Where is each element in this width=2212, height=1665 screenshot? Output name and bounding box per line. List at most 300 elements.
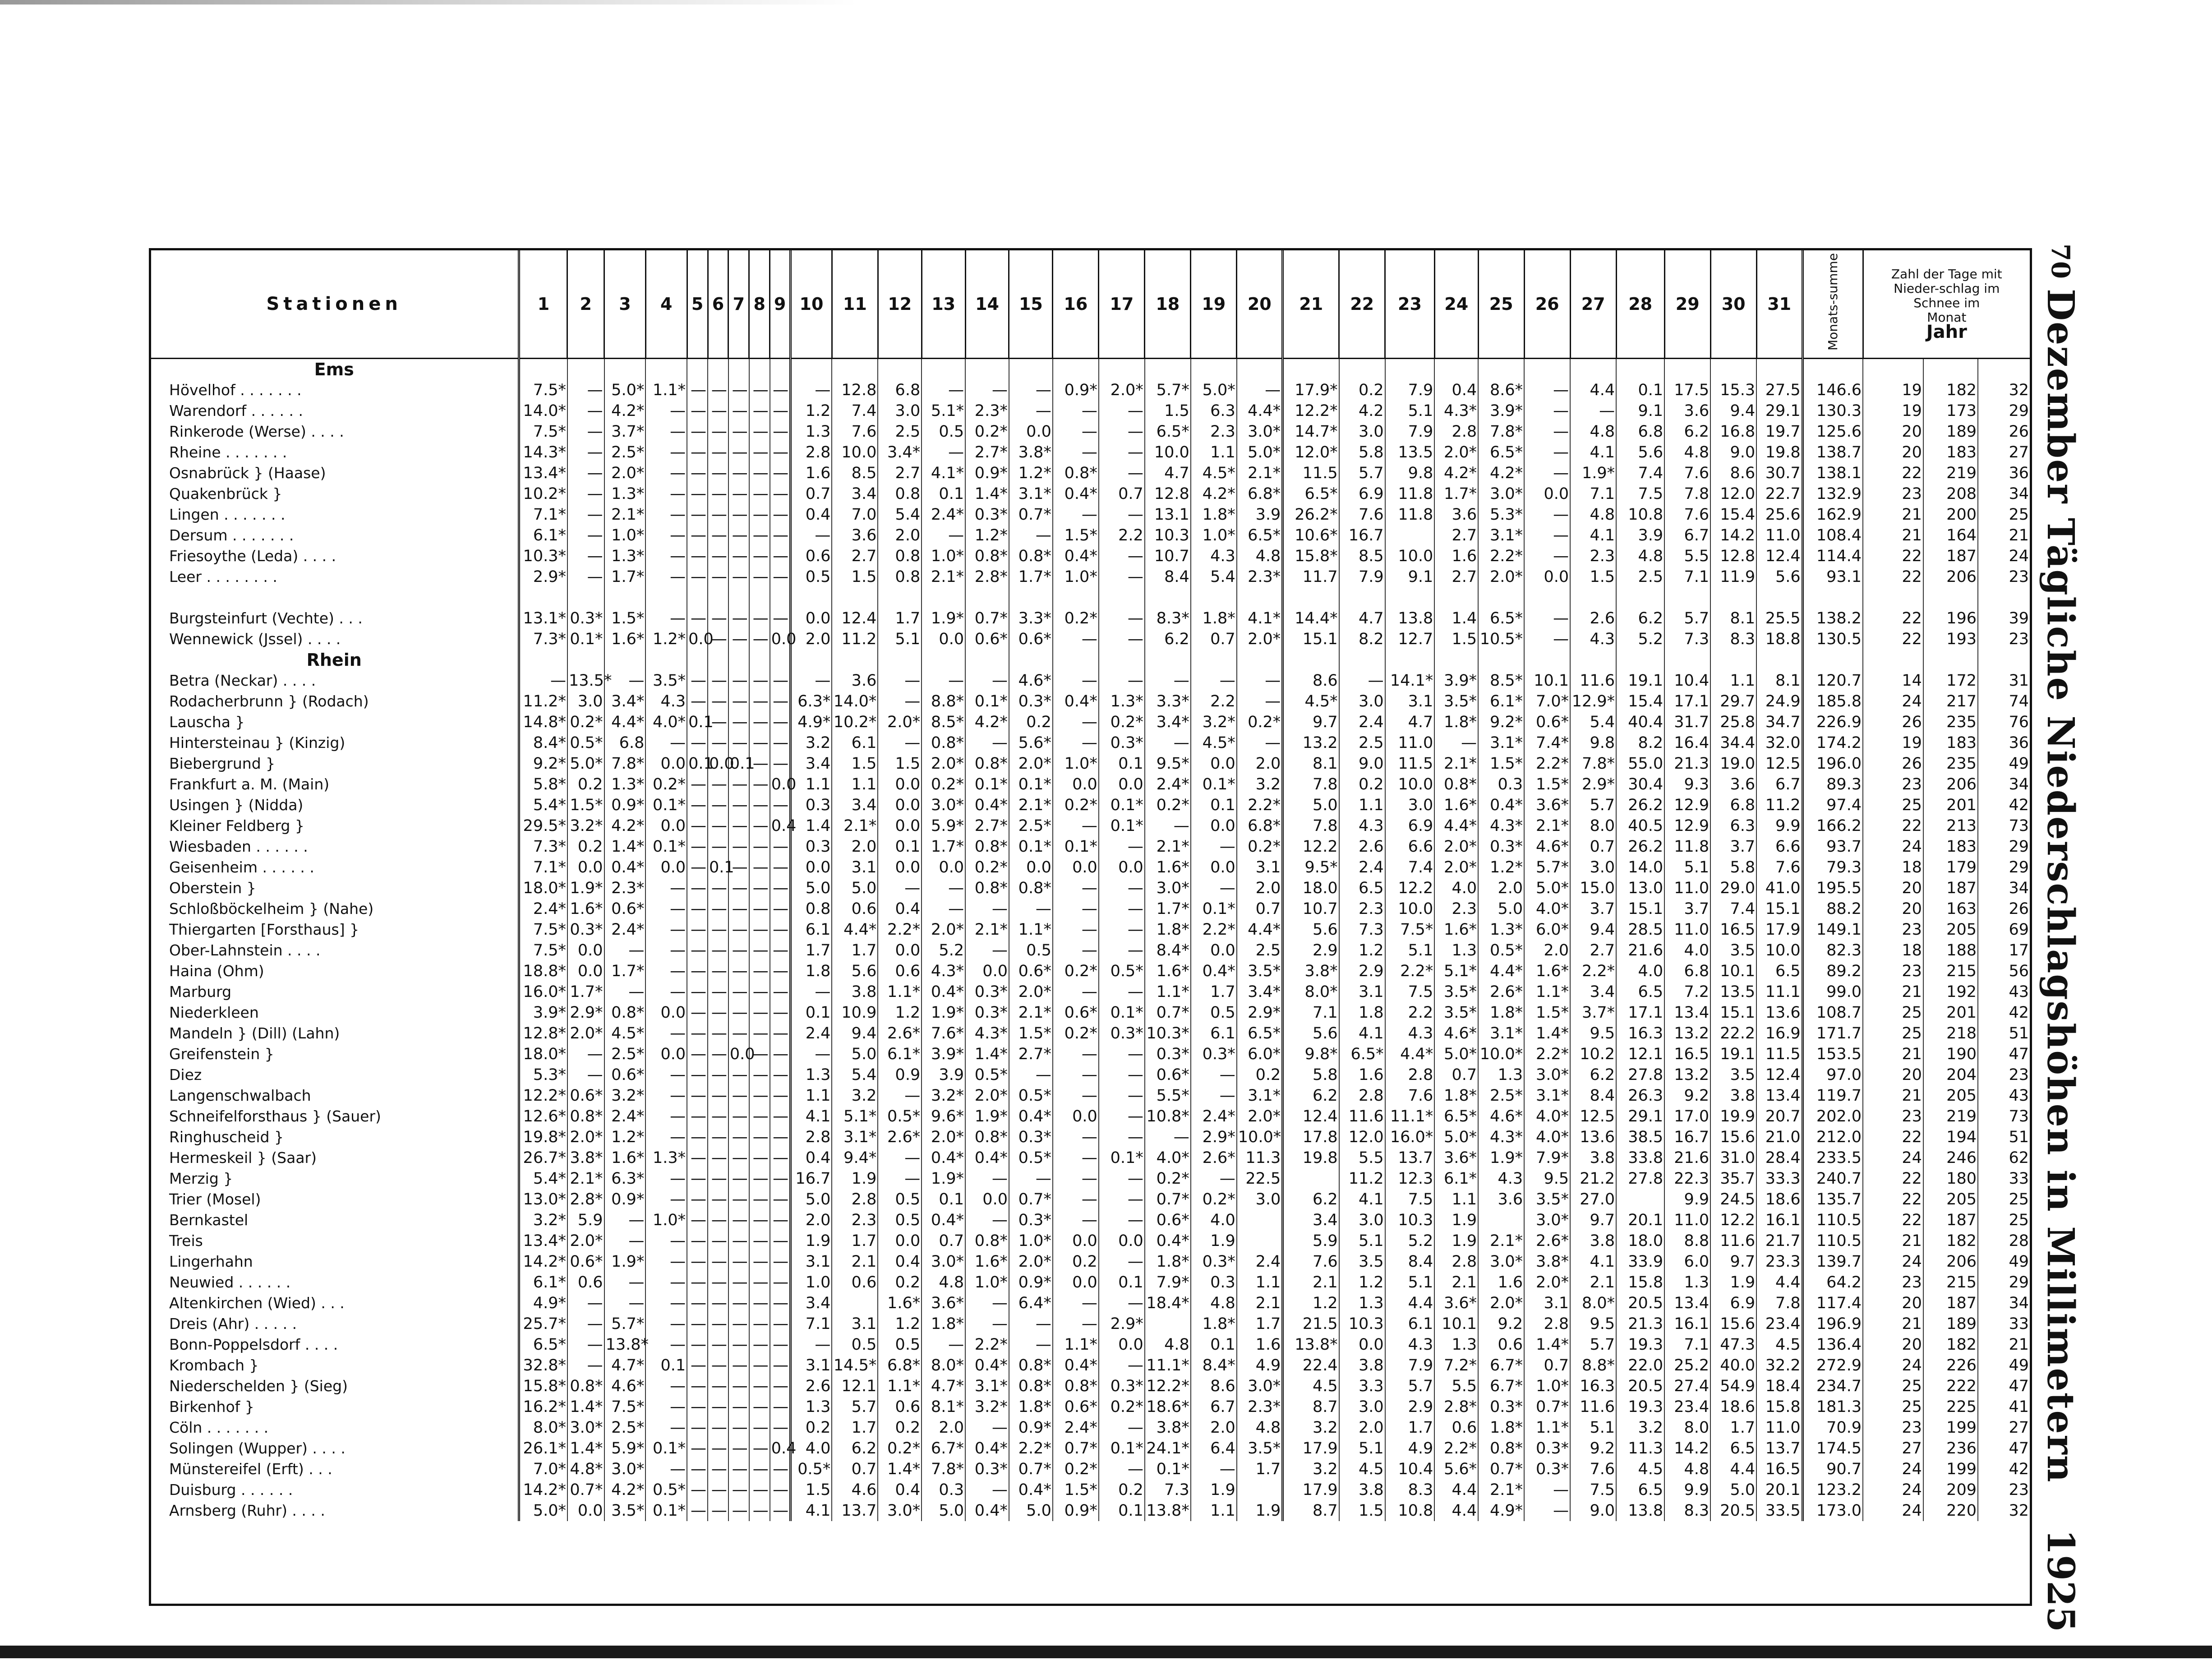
day-value: 0.0	[1053, 1106, 1099, 1127]
day-value: 0.2*	[1099, 712, 1145, 733]
day-value: 5.4	[1191, 567, 1237, 587]
day-value: 29.7	[1710, 691, 1756, 712]
day-value: 10.3	[1339, 1314, 1385, 1334]
row-sum: 212.0	[1802, 1127, 1863, 1148]
day-value: 5.5	[1434, 1376, 1478, 1397]
day-value: 15.8*	[1283, 546, 1339, 567]
header-day-9: 9	[770, 250, 791, 359]
day-value: —	[728, 1023, 749, 1044]
day-value: —	[687, 857, 708, 878]
day-value: 2.1*	[1009, 1002, 1053, 1023]
day-value: —	[770, 1417, 791, 1438]
day-value: 14.2*	[519, 1251, 567, 1272]
page-number: 70	[2046, 244, 2075, 279]
row-days: 22	[1863, 1189, 1923, 1210]
day-value: 3.6	[832, 670, 878, 691]
day-value: —	[567, 504, 604, 525]
day-value: —	[1009, 525, 1053, 546]
day-value: 2.9*	[1237, 1002, 1283, 1023]
day-value: 0.2*	[965, 857, 1009, 878]
day-value: 15.1	[1283, 629, 1339, 650]
row-days: 21	[1863, 525, 1923, 546]
day-value: 2.0	[791, 629, 832, 650]
day-value: —	[770, 1002, 791, 1023]
day-value: 4.3	[1385, 1023, 1435, 1044]
day-value: 0.4	[770, 816, 791, 836]
day-value: 1.6*	[878, 1293, 922, 1314]
day-value: 8.7	[1283, 1397, 1339, 1417]
day-value: —	[770, 1355, 791, 1376]
day-value: 1.7*	[922, 836, 965, 857]
day-value: 1.1*	[1145, 982, 1191, 1002]
day-value: 2.1*	[832, 816, 878, 836]
table-row	[151, 1127, 2030, 1148]
day-value: 12.2	[1385, 878, 1435, 899]
day-value: 0.1*	[1099, 816, 1145, 836]
day-value: 12.4	[1756, 546, 1802, 567]
day-value: 0.3*	[1099, 733, 1145, 753]
day-value: 6.2	[1283, 1189, 1339, 1210]
row-year: 215	[1923, 961, 1978, 982]
day-value: 1.1*	[1009, 919, 1053, 940]
day-value: 4.5	[1616, 1459, 1664, 1480]
table-row	[151, 546, 2030, 567]
day-value: 6.1*	[1434, 1168, 1478, 1189]
day-value: 2.2*	[1524, 753, 1570, 774]
day-value: —	[1145, 1127, 1191, 1148]
day-value: 5.6*	[1009, 733, 1053, 753]
day-value: 26.2	[1616, 836, 1664, 857]
day-value: 2.0	[922, 1417, 965, 1438]
day-value: 4.8	[1616, 546, 1664, 567]
day-value: 3.4	[832, 484, 878, 504]
day-value: 19.7	[1756, 421, 1802, 442]
group-heading-row	[151, 359, 2030, 380]
day-value: 5.3*	[1478, 504, 1524, 525]
table-row	[151, 982, 2030, 1002]
day-value: 0.0	[1191, 753, 1237, 774]
day-value: 3.8*	[1009, 442, 1053, 463]
day-value: —	[749, 401, 770, 421]
day-value: 29.1	[1756, 401, 1802, 421]
row-snow: 47	[1978, 1438, 2030, 1459]
day-value: 7.6	[1756, 857, 1802, 878]
day-value: 21.6	[1616, 940, 1664, 961]
day-value: —	[728, 774, 749, 795]
day-value: 27.8	[1616, 1065, 1664, 1085]
day-value: 5.7	[1664, 608, 1710, 629]
day-value: 0.0	[1099, 1334, 1145, 1355]
row-sum: 202.0	[1802, 1106, 1863, 1127]
day-value: 4.5	[1339, 1459, 1385, 1480]
day-value: —	[728, 1065, 749, 1085]
spacer-cell	[1570, 650, 1616, 670]
day-value: 11.8	[1664, 836, 1710, 857]
day-value: 9.3	[1664, 774, 1710, 795]
day-value: 2.1	[1570, 1272, 1616, 1293]
row-snow: 29	[1978, 836, 2030, 857]
day-value: 27.8	[1616, 1168, 1664, 1189]
day-value: —	[770, 546, 791, 567]
row-snow: 49	[1978, 1355, 2030, 1376]
row-year: 226	[1923, 1355, 1978, 1376]
day-value: 25.2	[1664, 1355, 1710, 1376]
day-value: 4.4	[1756, 1272, 1802, 1293]
day-value: 3.8	[832, 982, 878, 1002]
day-value: 2.0	[1237, 753, 1283, 774]
day-value: —	[770, 899, 791, 919]
day-value: 17.0	[1664, 1106, 1710, 1127]
day-value: 16.0*	[1385, 1127, 1435, 1148]
station-name: Hermeskeil } (Saar)	[169, 1149, 317, 1167]
day-value: 2.3	[1339, 899, 1385, 919]
day-value: —	[770, 1085, 791, 1106]
day-value: —	[708, 899, 728, 919]
day-value: —	[749, 546, 770, 567]
row-days: 24	[1863, 1500, 1923, 1521]
day-value: —	[708, 1314, 728, 1334]
day-value: —	[770, 919, 791, 940]
row-days: 20	[1863, 899, 1923, 919]
day-value: 1.0*	[1191, 525, 1237, 546]
day-value: —	[708, 1272, 728, 1293]
day-value: 3.8	[1339, 1480, 1385, 1500]
day-value: 3.1	[791, 1355, 832, 1376]
station-name: Usingen } (Nidda)	[169, 796, 304, 814]
day-value: 3.3*	[1145, 691, 1191, 712]
header-day-21: 21	[1283, 250, 1339, 359]
day-value: 7.0*	[519, 1459, 567, 1480]
day-value: 8.0*	[1283, 982, 1339, 1002]
day-value: 0.3*	[1009, 1210, 1053, 1231]
day-value: —	[708, 525, 728, 546]
day-value: —	[728, 1334, 749, 1355]
day-value: 9.4	[832, 1023, 878, 1044]
day-value: —	[1099, 608, 1145, 629]
day-value: —	[922, 442, 965, 463]
day-value: 8.6	[1710, 463, 1756, 484]
day-value: 23.4	[1664, 1397, 1710, 1417]
day-value: 3.1	[1524, 1293, 1570, 1314]
day-value: 5.2	[1385, 1231, 1435, 1251]
day-value: 14.5*	[832, 1355, 878, 1376]
day-value: —	[770, 463, 791, 484]
day-value: 5.0	[1478, 899, 1524, 919]
day-value: 1.5	[791, 1480, 832, 1500]
day-value: 35.7	[1710, 1168, 1756, 1189]
day-value: 4.8	[1237, 1417, 1283, 1438]
day-value: —	[687, 1085, 708, 1106]
table-row	[151, 899, 2030, 919]
day-value: —	[728, 940, 749, 961]
spacer-cell	[708, 650, 728, 670]
row-snow: 23	[1978, 567, 2030, 587]
row-snow: 23	[1978, 1480, 2030, 1500]
day-value: 11.8	[1385, 484, 1435, 504]
day-value: 1.9	[832, 1168, 878, 1189]
day-value: 25.7*	[519, 1314, 567, 1334]
day-value: 4.4*	[604, 712, 646, 733]
day-value: 9.8*	[1283, 1044, 1339, 1065]
day-value: 13.0*	[519, 1189, 567, 1210]
row-year: 193	[1923, 629, 1978, 650]
day-value: 3.2*	[965, 1397, 1009, 1417]
day-value: —	[728, 795, 749, 816]
table-row	[151, 1044, 2030, 1065]
spacer-cell	[1756, 650, 1802, 670]
day-value: 5.2	[922, 940, 965, 961]
station-name: Niederschelden } (Sieg)	[169, 1377, 348, 1395]
row-sum: 125.6	[1802, 421, 1863, 442]
spacer-cell	[567, 587, 604, 608]
day-value: 4.5	[1283, 1376, 1339, 1397]
day-value: 2.5*	[604, 1417, 646, 1438]
day-value: —	[749, 1334, 770, 1355]
spacer-cell	[749, 359, 770, 380]
day-value: 0.7	[791, 484, 832, 504]
day-value: 10.8	[1385, 1500, 1435, 1521]
day-value: 8.4*	[519, 733, 567, 753]
row-sum: 196.0	[1802, 753, 1863, 774]
row-days: 22	[1863, 546, 1923, 567]
day-value: —	[965, 380, 1009, 401]
day-value: 1.0*	[1053, 567, 1099, 587]
day-value: —	[728, 525, 749, 546]
day-value: 4.0*	[1145, 1148, 1191, 1168]
row-sum: 88.2	[1802, 899, 1863, 919]
day-value: 6.5	[1339, 878, 1385, 899]
day-value: 3.0	[1385, 795, 1435, 816]
group-heading: Ems	[314, 360, 354, 379]
day-value: 0.2*	[1053, 1459, 1099, 1480]
spacer-cell	[1923, 650, 1978, 670]
day-value: —	[728, 691, 749, 712]
day-value: —	[1524, 504, 1570, 525]
day-value: —	[687, 463, 708, 484]
day-value: —	[567, 1334, 604, 1355]
day-value	[1283, 1168, 1339, 1189]
day-value: 5.1	[1385, 940, 1435, 961]
row-days: 26	[1863, 712, 1923, 733]
day-value: —	[1053, 1189, 1099, 1210]
day-value: —	[708, 504, 728, 525]
day-value: 2.7*	[1009, 1044, 1053, 1065]
day-value: 6.2	[1145, 629, 1191, 650]
day-value: 2.9*	[567, 1002, 604, 1023]
day-value: 3.2	[1616, 1417, 1664, 1438]
day-value: 0.1*	[1053, 836, 1099, 857]
day-value: 5.6	[832, 961, 878, 982]
day-value: 33.8	[1616, 1148, 1664, 1168]
day-value: 11.2	[832, 629, 878, 650]
day-value: 0.8*	[1009, 1355, 1053, 1376]
day-value: 0.6*	[965, 629, 1009, 650]
day-value: 1.5	[1570, 567, 1616, 587]
day-value: 4.5*	[1191, 733, 1237, 753]
day-value: 4.9*	[1478, 1500, 1524, 1521]
day-value: 13.5	[1385, 442, 1435, 463]
day-value: 9.4	[1710, 401, 1756, 421]
row-days: 24	[1863, 1355, 1923, 1376]
day-value: —	[567, 463, 604, 484]
day-value: 0.2	[878, 1272, 922, 1293]
day-value: 12.8	[1145, 484, 1191, 504]
day-value: 0.6*	[1145, 1210, 1191, 1231]
day-value: 16.3	[1616, 1023, 1664, 1044]
day-value: 3.3	[1339, 1376, 1385, 1397]
day-value: 0.0	[567, 1500, 604, 1521]
day-value: 15.4	[1616, 691, 1664, 712]
day-value: 8.4*	[1145, 940, 1191, 961]
day-value: 41.0	[1756, 878, 1802, 899]
day-value: —	[965, 899, 1009, 919]
day-value: —	[770, 982, 791, 1002]
day-value: 4.7	[1339, 608, 1385, 629]
day-value: —	[708, 816, 728, 836]
day-value: 7.0*	[1524, 691, 1570, 712]
day-value: —	[770, 1500, 791, 1521]
day-value: 0.9*	[604, 1189, 646, 1210]
row-snow: 27	[1978, 1417, 2030, 1438]
day-value: —	[749, 629, 770, 650]
spacer-cell	[1616, 359, 1664, 380]
station-name: Wennewick (Jssel) . . . .	[169, 630, 341, 648]
day-value: 6.8*	[1237, 484, 1283, 504]
day-value: 7.8	[1283, 774, 1339, 795]
day-value: 9.5	[1570, 1023, 1616, 1044]
day-value: —	[1009, 1334, 1053, 1355]
day-value: 1.6*	[1145, 961, 1191, 982]
day-value: 0.4*	[1009, 1106, 1053, 1127]
day-value: 5.0	[1009, 1500, 1053, 1521]
day-value: 4.9*	[519, 1293, 567, 1314]
day-value: —	[749, 1376, 770, 1397]
day-value: 2.2*	[1385, 961, 1435, 982]
day-value: 3.9*	[922, 1044, 965, 1065]
station-name: Lauscha }	[169, 713, 245, 731]
day-value: —	[728, 919, 749, 940]
day-value: 3.5*	[1434, 691, 1478, 712]
day-value: 2.8	[1339, 1085, 1385, 1106]
day-value: 1.8*	[1478, 1002, 1524, 1023]
day-value: 14.7*	[1283, 421, 1339, 442]
day-value: 2.1*	[1478, 1231, 1524, 1251]
day-value: 4.2*	[604, 1480, 646, 1500]
day-value: 0.1	[1616, 380, 1664, 401]
station-name: Krombach }	[169, 1356, 259, 1374]
spacer-cell	[604, 587, 646, 608]
spacer-cell	[770, 359, 791, 380]
data-table	[151, 250, 2030, 1521]
row-days: 24	[1863, 1148, 1923, 1168]
day-value: —	[1053, 816, 1099, 836]
group-heading: Rhein	[306, 650, 362, 670]
station-name: Duisburg . . . . . .	[169, 1481, 293, 1499]
row-days: 24	[1863, 1251, 1923, 1272]
day-value: 3.4*	[604, 691, 646, 712]
day-value: —	[1053, 1168, 1099, 1189]
day-value: 1.1	[791, 774, 832, 795]
day-value: —	[1237, 670, 1283, 691]
day-value: 0.9*	[1053, 1500, 1099, 1521]
day-value: 0.3*	[965, 1002, 1009, 1023]
day-value: 3.1*	[1009, 484, 1053, 504]
day-value: 0.7	[1237, 899, 1283, 919]
spacer-cell	[1191, 587, 1237, 608]
day-value: 4.0	[1616, 961, 1664, 982]
row-year: 163	[1923, 899, 1978, 919]
day-value: 14.2	[1664, 1438, 1710, 1459]
day-value: 1.8*	[1191, 504, 1237, 525]
day-value: 2.7	[878, 463, 922, 484]
day-value: —	[687, 1272, 708, 1293]
spacer-cell	[832, 587, 878, 608]
day-value: —	[1524, 421, 1570, 442]
day-value: 0.0	[770, 629, 791, 650]
day-value: —	[749, 961, 770, 982]
day-value: —	[708, 442, 728, 463]
day-value: 2.2*	[1237, 795, 1283, 816]
day-value: 0.0	[645, 1002, 687, 1023]
day-value: —	[708, 1480, 728, 1500]
day-value: 30.7	[1756, 463, 1802, 484]
day-value: 0.5	[922, 421, 965, 442]
station-name: Leer . . . . . . . .	[169, 568, 277, 586]
day-value: 7.6	[1283, 1251, 1339, 1272]
day-value: 1.1*	[878, 982, 922, 1002]
day-value: 1.1*	[878, 1376, 922, 1397]
day-value	[1145, 1314, 1191, 1334]
day-value: 7.6	[1570, 1459, 1616, 1480]
header-day-3: 3	[604, 250, 646, 359]
day-value: 0.3*	[1099, 1023, 1145, 1044]
day-value: 13.8*	[1145, 1500, 1191, 1521]
day-value: 19.8	[1283, 1148, 1339, 1168]
day-value: 2.9	[1283, 940, 1339, 961]
row-sum: 89.2	[1802, 961, 1863, 982]
row-year: 205	[1923, 1085, 1978, 1106]
table-row	[151, 670, 2030, 691]
day-value: 0.4*	[965, 1148, 1009, 1168]
day-value: —	[1099, 919, 1145, 940]
day-value: 6.2	[1616, 608, 1664, 629]
day-value: —	[645, 504, 687, 525]
day-value: 6.1*	[519, 1272, 567, 1293]
day-value: 0.4*	[922, 1210, 965, 1231]
day-value: 3.8*	[1524, 1251, 1570, 1272]
day-value: —	[749, 899, 770, 919]
day-value: —	[687, 733, 708, 753]
day-value: —	[645, 919, 687, 940]
day-value: 0.1*	[1099, 795, 1145, 816]
day-value: —	[770, 795, 791, 816]
day-value: 16.1	[1756, 1210, 1802, 1231]
day-value: 1.4*	[567, 1438, 604, 1459]
day-value: 4.5	[1756, 1334, 1802, 1355]
day-value: 1.1	[1237, 1272, 1283, 1293]
row-days: 21	[1863, 1085, 1923, 1106]
day-value: 1.6	[1478, 1272, 1524, 1293]
day-value: 0.2*	[1145, 795, 1191, 816]
snow-label: Schnee im	[1913, 295, 1980, 310]
spacer-cell	[1191, 359, 1237, 380]
day-value: 9.9	[1664, 1480, 1710, 1500]
day-value: —	[1191, 878, 1237, 899]
day-value: 1.7	[832, 940, 878, 961]
day-value: 11.0	[1664, 1210, 1710, 1231]
day-value: 3.1	[1237, 857, 1283, 878]
row-days: 25	[1863, 1376, 1923, 1397]
